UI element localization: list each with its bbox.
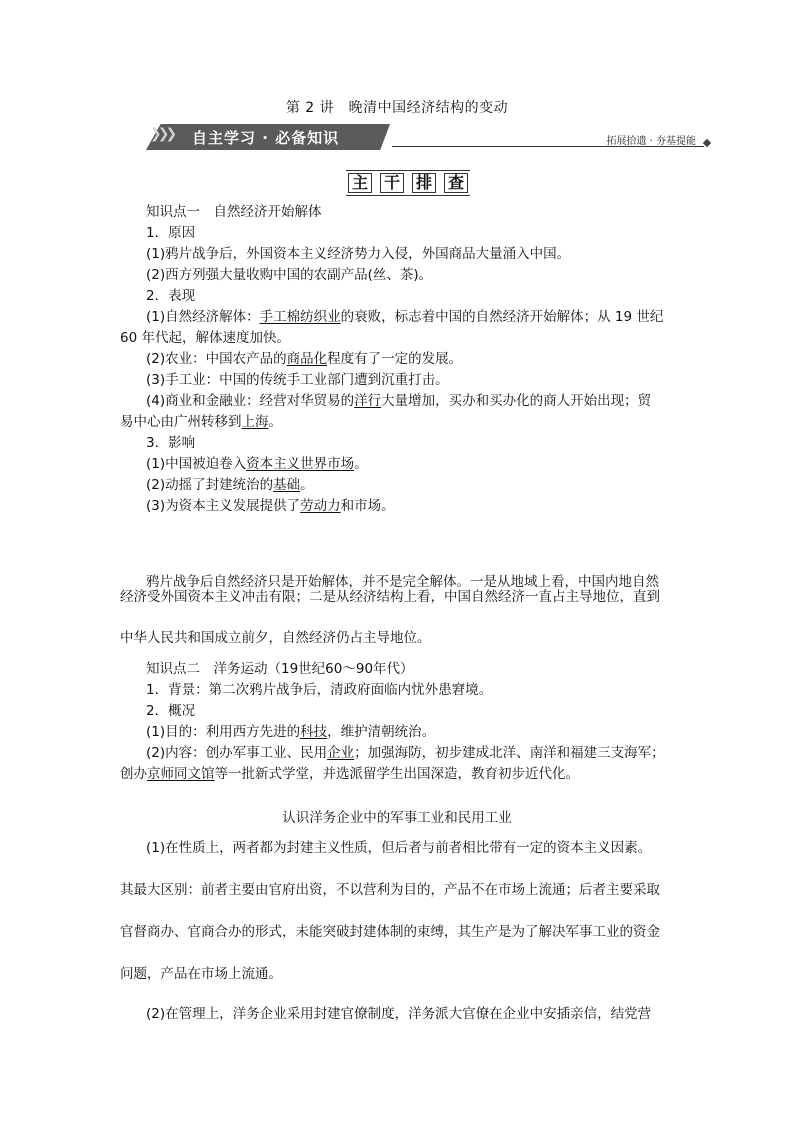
tag-char: 排 — [412, 173, 436, 193]
kp1-s1b: (2)西方列强大量收购中国的农副产品(丝、茶)。 — [146, 267, 433, 283]
knowledge-point-2 — [120, 659, 676, 785]
kp1-s2c: (3)手工业：中国的传统手工业部门遭到沉重打击。 — [146, 372, 449, 388]
kp1-s2: 2．表现 — [146, 288, 196, 304]
text-span: (3)为资本主义发展提供了 — [146, 498, 301, 514]
kp2-s2b — [146, 743, 676, 764]
kp1-s2a-line2: 60 年代起，解体速度加快。 — [120, 330, 290, 346]
underlined-term: 基础 — [273, 477, 301, 493]
tag-char: 查 — [444, 173, 468, 193]
text-span: (4)商业和金融业：经营对华贸易的 — [146, 393, 355, 409]
note2-p1-line1: (1)在性质上，两者都为封建主义性质，但后者与前者相比带有一定的资本主义因素。 — [146, 840, 652, 856]
kp1-s2b — [146, 349, 676, 370]
text-span: ；加强海防，初步建成北洋、南洋和福建三支海军； — [354, 745, 665, 761]
kp1-s3b — [146, 475, 676, 496]
banner-subtitle: 拓展拾遗 · 夯基提能 — [606, 136, 696, 147]
text-span: 大量增加，买办和买办化的商人开始出现；贸 — [381, 393, 652, 409]
underlined-term: 上海 — [241, 414, 269, 430]
underlined-term: 洋行 — [354, 393, 382, 409]
kp1-s2d — [146, 391, 676, 412]
kp1-s1a: (1)鸦片战争后，外国资本主义经济势力入侵，外国商品大量涌入中国。 — [146, 246, 571, 262]
note2-p1-line2: 其最大区别：前者主要由官府出资，不以营利为目的，产品不在市场上流通；后者主要采取 — [120, 882, 660, 898]
kp1-s2a — [146, 307, 676, 328]
text-span: 程度有了一定的发展。 — [327, 351, 463, 367]
note2-p1-line3: 官督商办、官商合办的形式，未能突破封建体制的束缚，其生产是为了解决军事工业的资金 — [120, 924, 660, 940]
text-span: (1)目的：利用西方先进的 — [146, 724, 301, 740]
section-banner — [146, 122, 712, 152]
underlined-term: 手工棉纺织业 — [259, 309, 341, 325]
text-span: 易中心由广州转移到 — [120, 414, 242, 430]
note2-heading: 认识洋务企业中的军事工业和民用工业 — [282, 810, 512, 826]
text-span: (2)内容：创办军事工业、民用 — [146, 745, 328, 761]
kp1-heading: 知识点一 自然经济开始解体 — [146, 204, 322, 220]
underlined-term: 商品化 — [286, 351, 328, 367]
kp2-s2b-line2 — [120, 764, 676, 785]
note2-p1-line4: 问题，产品在市场上流通。 — [120, 966, 282, 982]
text-span: 等一批新式学堂，并选派留学生出国深造，教育初步近代化。 — [214, 766, 579, 782]
kp2-s2: 2．概况 — [146, 703, 196, 719]
text-span: ，维护清朝统治。 — [327, 724, 436, 740]
section-tag — [346, 170, 470, 196]
kp1-s3: 3．影响 — [146, 435, 196, 451]
tag-char: 主 — [348, 173, 372, 193]
diamond-icon — [703, 139, 711, 147]
underlined-term: 京师同文馆 — [147, 766, 215, 782]
text-span: 创办 — [120, 766, 147, 782]
page-title: 第 2 讲 晚清中国经济结构的变动 — [285, 100, 509, 116]
banner-title: 自主学习 · 必备知识 — [192, 129, 340, 147]
text-span: 。 — [354, 456, 368, 472]
kp1-s3c — [146, 496, 676, 517]
kp2-s1: 1．背景：第二次鸦片战争后，清政府面临内忧外患窘境。 — [146, 682, 493, 698]
note1-line2-text: 经济受外国资本主义冲击有限；二是从经济结构上看，中国自然经济一直占主导地位，直到 — [120, 589, 660, 605]
text-span: (1)中国被迫卷入 — [146, 456, 247, 472]
note2-p2-line1: (2)在管理上，洋务企业采用封建官僚制度，洋务派大官僚在企业中安插亲信，结党营 — [146, 1006, 652, 1022]
kp2-heading: 知识点二 洋务运动（19世纪60～90年代） — [146, 661, 414, 677]
kp1-s3a — [146, 454, 676, 475]
text-span: (2)动摇了封建统治的 — [146, 477, 274, 493]
underlined-term: 企业 — [327, 745, 355, 761]
tag-char: 干 — [380, 173, 404, 193]
text-span: 和市场。 — [340, 498, 395, 514]
chevron-right-icon: ❯❯❯ — [150, 126, 174, 142]
underlined-term: 科技 — [300, 724, 328, 740]
text-span: 。 — [300, 477, 314, 493]
kp2-s2a — [146, 722, 676, 743]
note1-line1: 鸦片战争后自然经济只是开始解体，并不是完全解体。一是从地域上看，中国内地自然 — [146, 574, 659, 590]
text-span: 的衰败，标志着中国的自然经济开始解体；从 19 世纪 — [340, 309, 664, 325]
text-span: 。 — [268, 414, 282, 430]
underlined-term: 劳动力 — [300, 498, 341, 514]
text-span: (2)农业：中国农产品的 — [146, 351, 287, 367]
kp1-s2d-line2 — [120, 412, 676, 433]
knowledge-point-1 — [120, 202, 676, 517]
kp1-s1: 1．原因 — [146, 225, 196, 241]
text-span: (1)自然经济解体： — [146, 309, 260, 325]
underlined-term: 资本主义世界市场 — [246, 456, 355, 472]
note1-line3: 中华人民共和国成立前夕，自然经济仍占主导地位。 — [120, 630, 431, 646]
